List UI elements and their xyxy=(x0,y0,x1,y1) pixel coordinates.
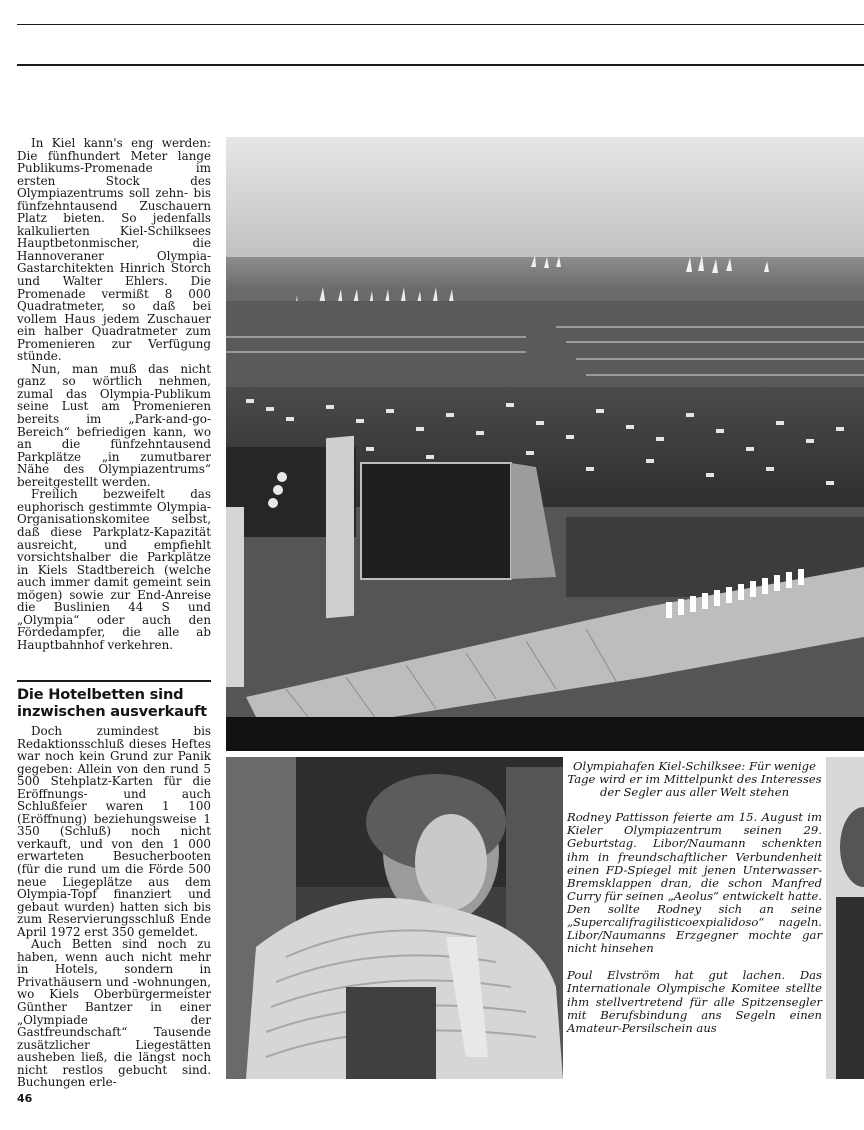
photo-captions xyxy=(567,760,822,1035)
portrait-photo xyxy=(226,757,563,1079)
caption-harbour: Olympiahafen Kiel-Schilksee: Für wenige Tage wird er im Mittelpunkt des Interesses der Segler aus aller Welt stehen xyxy=(567,759,822,800)
caption-elvstroem: Poul Elvström hat gut lachen. Das Internationale Olympische Komitee stellte ihm stellvertretend für alle Spitzensegler mit Berufsbindung ans Segeln einen Amateur-Persilschein aus xyxy=(567,968,822,1035)
article-column-top xyxy=(17,137,211,651)
top-rule xyxy=(17,24,864,25)
article-column-bottom xyxy=(17,725,211,1089)
paragraph: Freilich bezweifelt das euphorisch gestimmte Olympia-Organisationskomitee selbst, daß diese Parkplatz-Kapazität ausreicht, und empfiehlt vorsichtshalber die Parkplätze in Kiels Stadtbereich (welche auch immer damit gemeint sein mögen) sowie zur End-Anreise die Buslinien 44 S und „Olympia“ oder auch den Fördedampfer, die alle ab Hauptbahnhof verkehren. xyxy=(17,487,211,652)
paragraph: Nun, man muß das nicht ganz so wörtlich nehmen, zumal das Olympia-Publikum seine Lust am Promenieren bereits im „Park-and-go-Bereich“ befriedigen kann, wo an die fünfzehntausend Parkplätze „in zumutbarer Nähe des Olympiazentrums“ bereitgestellt werden. xyxy=(17,361,211,489)
headline-block xyxy=(17,672,211,727)
page-number: 46 xyxy=(17,1092,33,1105)
section-headline: Die Hotelbetten sind inzwischen ausverkauft xyxy=(17,685,207,720)
headline-rule xyxy=(17,680,211,682)
paragraph: Doch zumindest bis Redaktionsschluß dieses Heftes war noch kein Grund zur Panik gegeben: Allein von den rund 5 500 Stehplatz-Karten für die Eröffnungs- und auch Schlußfeier waren 1 100 (Eröffnung) beziehungsweise 1 350 (Schluß) noch nicht verkauft, und von den 1 000 erwarteten Besucherbooten (für die rund um die Förde 500 neue Liegeplätze aus dem Olympia-Topf finanziert und gebaut wurden) hatten sich bis zum Reservierungsschluß Ende April 1972 erst 350 gemeldet. xyxy=(17,724,211,939)
caption-pattisson: Rodney Pattisson feierte am 15. August im Kieler Olympiazentrum seinen 29. Geburtstag. Libor/Naumann schenkten ihm in freundschaftlicher Verbundenheit einen FD-Spiegel mit jenen Unterwasser-Bremsklappen dran, die schon Manfred Curry für seinen „Aeolus“ entwickelt hatte. Den sollte Rodney sich an seine „Supercalifragilisticoexpialidoso“ nageln. Libor/Naumanns Erzgegner mochte gar nicht hinsehen xyxy=(567,810,822,956)
header-rule xyxy=(17,64,864,66)
paragraph: Auch Betten sind noch zu haben, wenn auch nicht mehr in Hotels, sondern in Privathäusern und -wohnungen, wo Kiels Oberbürgermeister Günther Bantzer in einer „Olympiade der Gastfreundschaft“ Tausende zusätzlicher Liegestätten ausheben ließ, die längst noch nicht restlos gebucht sind. Buchungen erle- xyxy=(17,937,211,1090)
paragraph: In Kiel kann's eng werden: Die fünfhundert Meter lange Publikums-Promenade im ersten Stock des Olympiazentrums soll zehn- bis fünfzehntausend Zuschauern Platz bieten. So jedenfalls kalkulierten Kiel-Schilksees Hauptbetonmischer, die Hannoveraner Olympia-Gastarchitekten Hinrich Storch und Walter Ehlers. Die Promenade vermißt 8 000 Quadratmeter, so daß bei vollem Haus jedem Zuschauer ein halber Quadratmeter zum Promenieren zur Verfügung stünde. xyxy=(17,136,211,364)
harbour-photo xyxy=(226,137,864,751)
elvstroem-photo-edge xyxy=(826,757,864,1079)
